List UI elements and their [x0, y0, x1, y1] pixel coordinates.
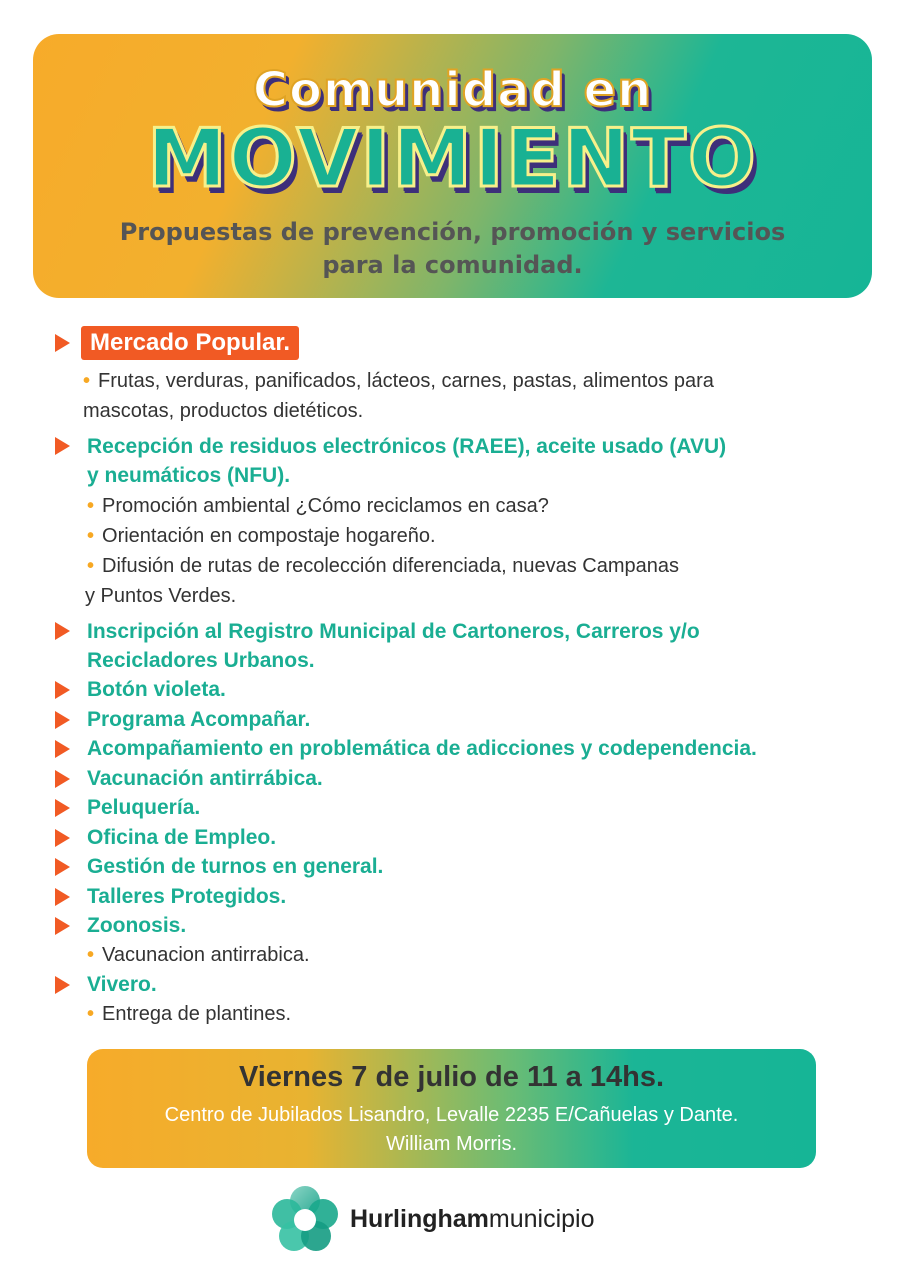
- talleres-title: Talleres Protegidos.: [87, 885, 287, 908]
- event-address: [87, 1101, 816, 1159]
- zoonosis-title: Zoonosis.: [87, 914, 187, 937]
- mercado-title: Mercado Popular.: [81, 326, 299, 360]
- arrow-icon: [55, 799, 70, 817]
- bullet-dot-icon: •: [87, 555, 95, 577]
- zoonosis-sub: • Vacunacion antirrabica.: [87, 944, 310, 966]
- arrow-icon: [55, 437, 70, 455]
- residuos-sub-2: • Orientación en compostaje hogareño.: [87, 525, 436, 547]
- arrow-icon: [55, 622, 70, 640]
- mercado-sub-line-1: • Frutas, verduras, panificados, lácteos, carnes, pastas, alimentos para: [83, 370, 714, 392]
- empleo-title: Oficina de Empleo.: [87, 826, 277, 849]
- hurlingham-logo: [270, 1185, 630, 1257]
- arrow-icon: [55, 976, 70, 994]
- arrow-icon: [55, 770, 70, 788]
- vivero-title: Vivero.: [87, 973, 157, 996]
- arrow-icon: [55, 858, 70, 876]
- residuos-title-line-2: y neumáticos (NFU).: [87, 464, 291, 487]
- boton-violeta-title: Botón violeta.: [87, 678, 226, 701]
- vacunacion-title: Vacunación antirrábica.: [87, 767, 323, 790]
- bullet-dot-icon: •: [87, 944, 95, 966]
- residuos-sub-1: • Promoción ambiental ¿Cómo reciclamos en casa?: [87, 495, 549, 517]
- title-line-2: MOVIMIENTO: [147, 112, 758, 205]
- arrow-icon: [55, 888, 70, 906]
- bullet-dot-icon: •: [87, 1003, 95, 1025]
- residuos-sub-3-line-2: y Puntos Verdes.: [85, 585, 237, 607]
- registro-title-line-1: Inscripción al Registro Municipal de Cartoneros, Carreros y/o: [87, 620, 700, 643]
- arrow-icon: [55, 711, 70, 729]
- flower-logo-icon: [270, 1185, 340, 1255]
- bullet-dot-icon: •: [87, 525, 95, 547]
- vivero-sub: • Entrega de plantines.: [87, 1003, 292, 1025]
- event-banner: [87, 1049, 816, 1168]
- logo-text: [350, 1205, 595, 1234]
- arrow-icon: [55, 681, 70, 699]
- bullet-dot-icon: •: [87, 495, 95, 517]
- mercado-sub-line-2: mascotas, productos dietéticos.: [83, 400, 364, 422]
- event-date: Viernes 7 de julio de 11 a 14hs.: [238, 1061, 665, 1093]
- event-address-line-2: William Morris.: [385, 1133, 518, 1155]
- title-line-1: Comunidad en: [252, 62, 653, 118]
- arrow-icon: [55, 334, 70, 352]
- arrow-icon: [55, 829, 70, 847]
- subtitle: [53, 216, 852, 282]
- logo-suffix: municipio: [488, 1205, 595, 1233]
- peluqueria-title: Peluquería.: [87, 796, 201, 819]
- arrow-icon: [55, 917, 70, 935]
- arrow-icon: [55, 740, 70, 758]
- subtitle-line-1: Propuestas de prevención, promoción y servicios: [119, 218, 786, 246]
- header-banner: [33, 34, 872, 298]
- acompanar-title: Programa Acompañar.: [87, 708, 311, 731]
- logo-name: Hurlingham: [350, 1205, 489, 1233]
- turnos-title: Gestión de turnos en general.: [87, 855, 384, 878]
- bullet-dot-icon: •: [83, 370, 91, 392]
- event-address-line-1: Centro de Jubilados Lisandro, Levalle 2235 E/Cañuelas y Dante.: [164, 1104, 739, 1126]
- adicciones-title: Acompañamiento en problemática de adicciones y codependencia.: [87, 737, 757, 760]
- residuos-title-line-1: Recepción de residuos electrónicos (RAEE), aceite usado (AVU): [87, 435, 727, 458]
- subtitle-line-2: para la comunidad.: [322, 251, 583, 279]
- residuos-sub-3-line-1: • Difusión de rutas de recolección diferenciada, nuevas Campanas: [87, 555, 680, 577]
- registro-title-line-2: Recicladores Urbanos.: [87, 649, 315, 672]
